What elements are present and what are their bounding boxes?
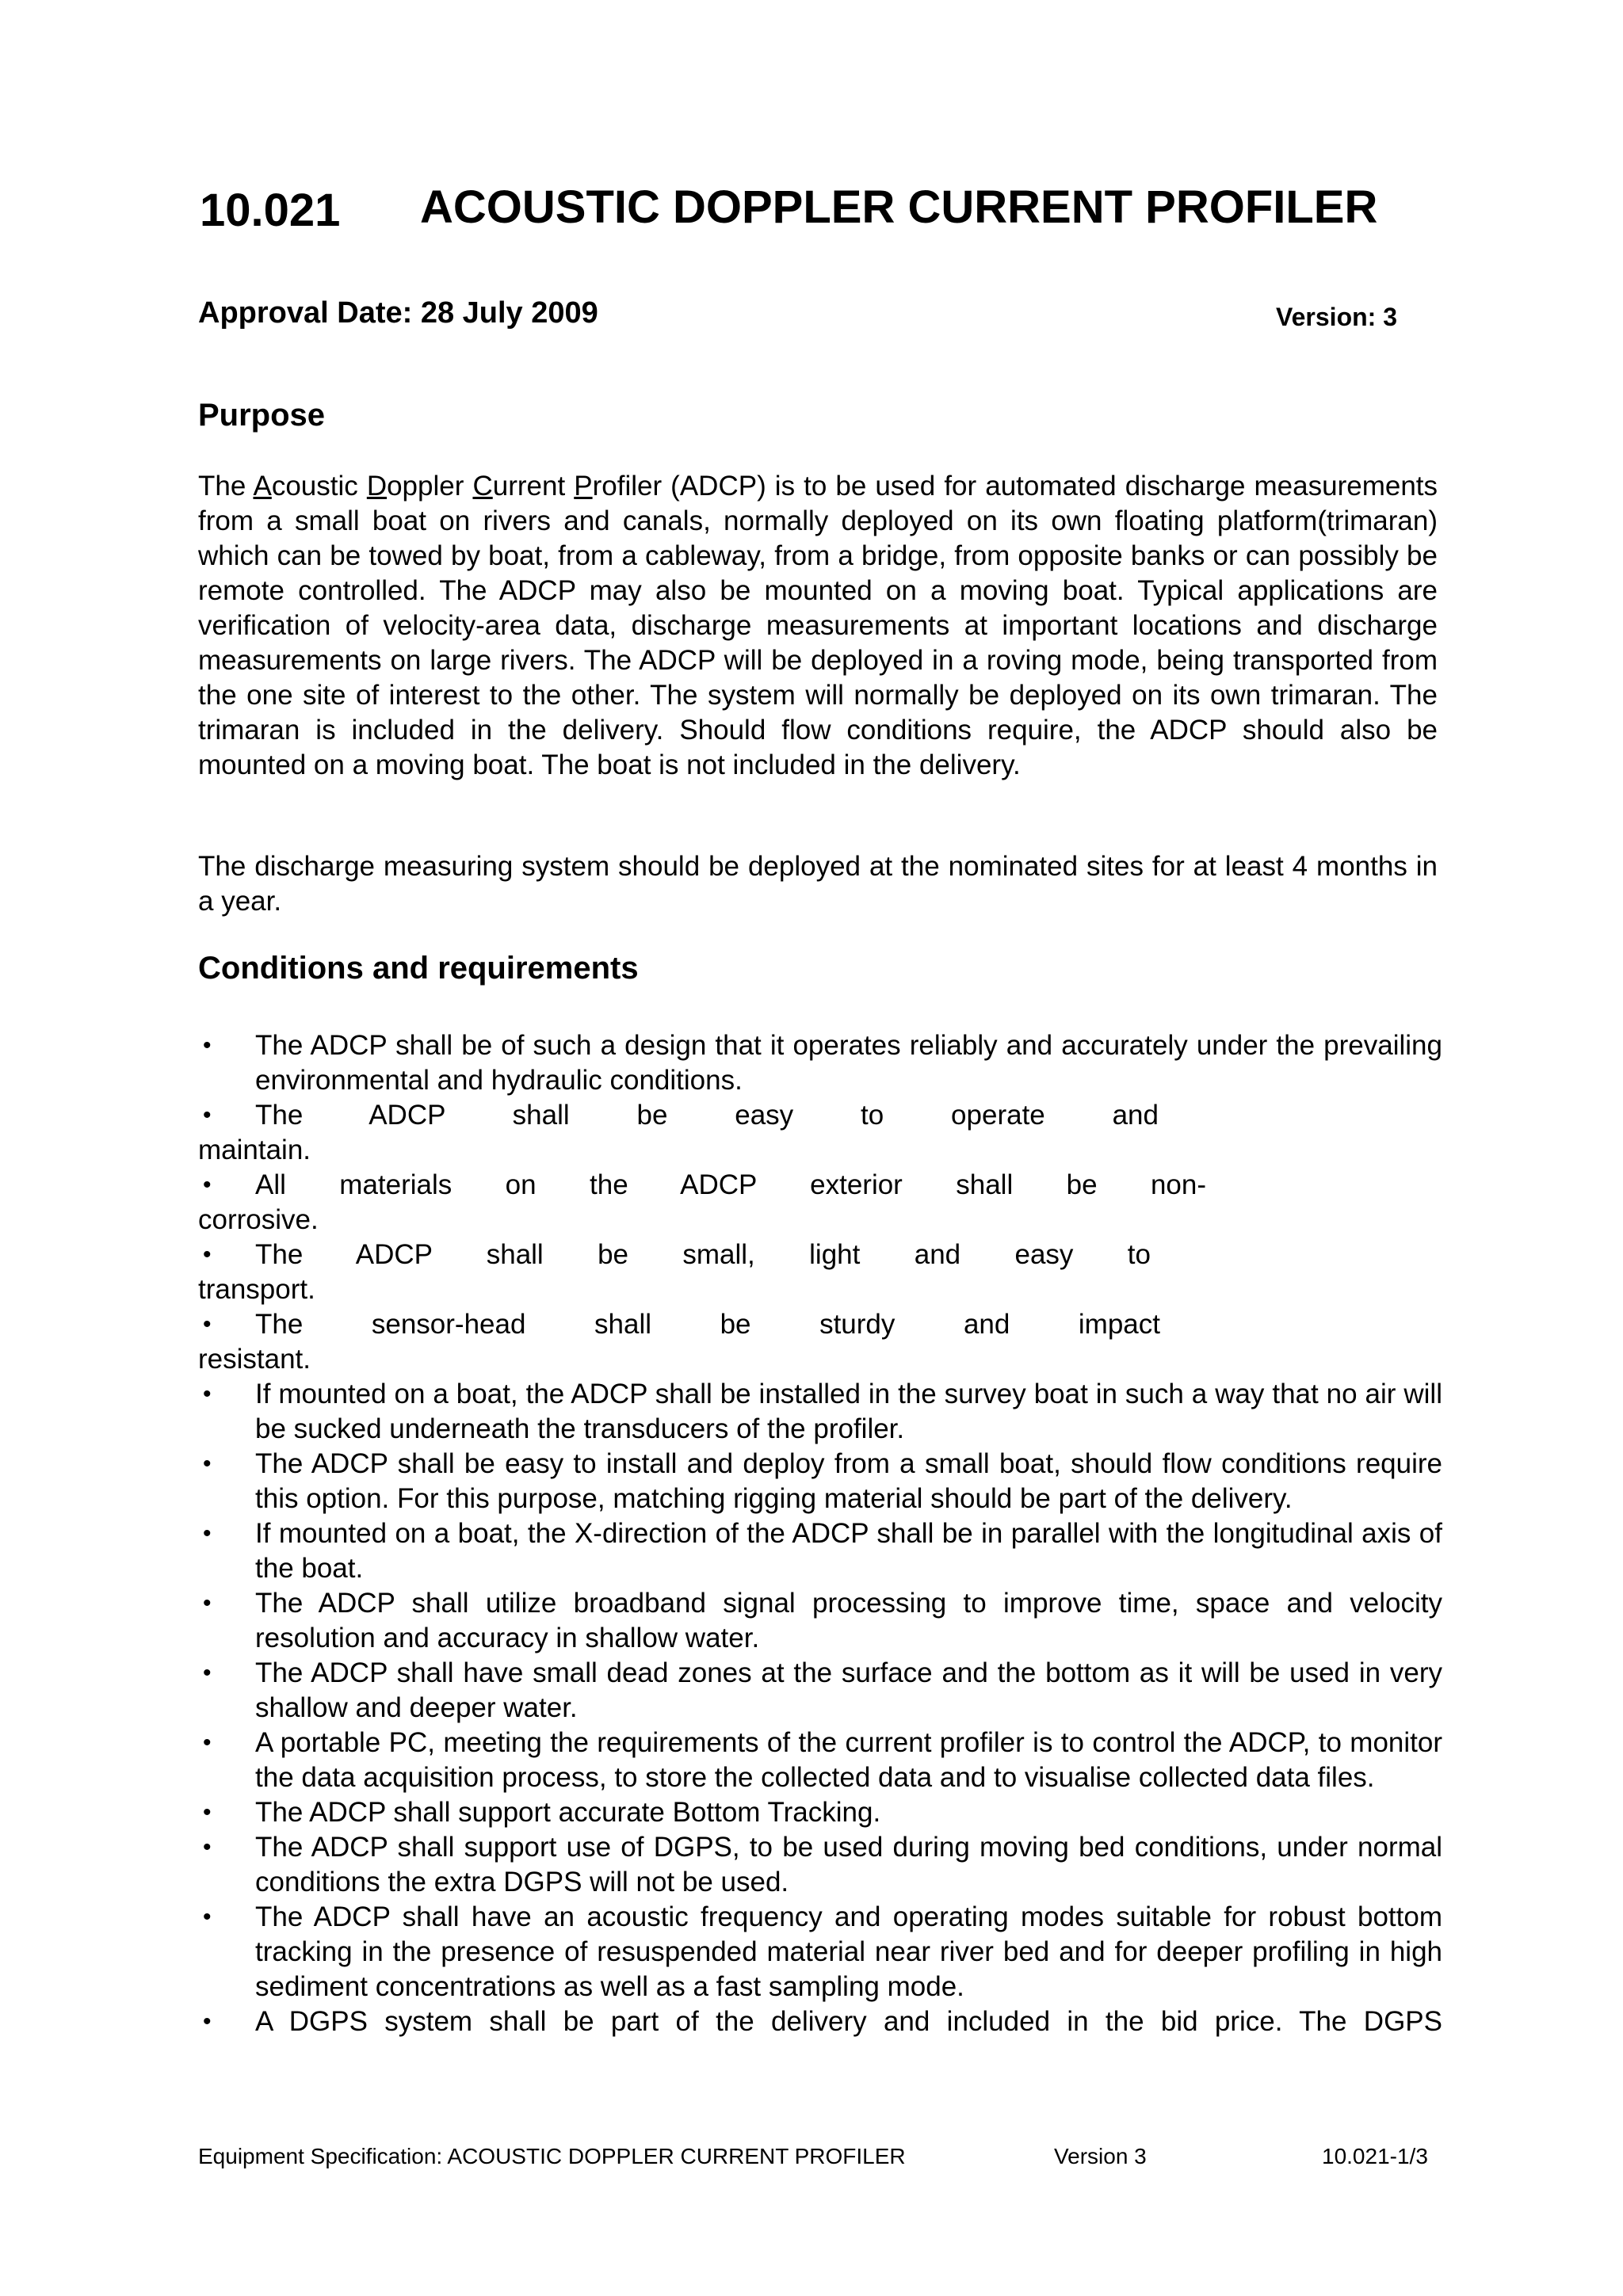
list-item-text-continued: resistant. [198,1344,311,1375]
approval-date: Approval Date: 28 July 2009 [198,296,598,330]
bullet-icon: • [203,2008,212,2035]
list-item-text: The ADCP shall utilize broadband signal processing to improve time, space and velocity resolution and accuracy in shallow water. [255,1588,1442,1653]
list-item-text: The ADCP shall support accurate Bottom Tracking. [255,1797,881,1828]
document-title: ACOUSTIC DOPPLER CURRENT PROFILER [420,181,1378,233]
list-item [198,1830,1442,1900]
bullet-icon: • [203,1590,212,1616]
bullet-icon: • [203,1172,212,1198]
requirements-list [198,1028,1442,2039]
list-item-text-continued: corrosive. [198,1204,319,1235]
list-item-text-continued: transport. [198,1274,315,1305]
bullet-icon: • [203,1904,212,1930]
bullet-icon: • [203,1799,212,1825]
footer-page-number: 10.021-1/3 [1322,2144,1428,2168]
bullet-icon: • [203,1834,212,1860]
bullet-icon: • [203,1311,212,1337]
underlined-letter: D [366,471,388,502]
list-item [198,1377,1442,1447]
purpose-paragraph-1 [198,469,1438,783]
bullet-icon: • [203,1032,212,1058]
purpose-heading: Purpose [198,398,326,433]
underlined-letter: C [472,471,493,502]
list-item [198,1447,1442,1516]
list-item-text: The ADCP shall have an acoustic frequency and operating modes suitable for robust bottom tracking in the presence of resuspended material near river bed and for deeper profiling in high sediment concentrations as well as a fast sampling mode. [255,1901,1442,2002]
bullet-icon: • [203,1241,212,1268]
list-item-text: A DGPS system shall be part of the delivery and included in the bid price. The DGPS [255,2006,1442,2037]
list-item-text: The ADCP shall be of such a design that it operates reliably and accurately under the prevailing environmental and hydraulic conditions. [255,1030,1442,1096]
list-item-text: The sensor-head shall be sturdy and impact [255,1309,1160,1340]
footer-version: Version 3 [1054,2144,1147,2168]
underlined-letter: P [574,471,593,502]
document-number: 10.021 [200,185,341,236]
bullet-icon: • [203,1520,212,1547]
underlined-letter: A [253,471,272,502]
bullet-icon: • [203,1730,212,1756]
list-item [198,1795,1442,1830]
bullet-icon: • [203,1102,212,1128]
list-item-text: If mounted on a boat, the X-direction of the ADCP shall be in parallel with the longitudinal axis of the boat. [255,1518,1442,1584]
text-run: urrent [492,471,575,502]
text-run: The [198,471,254,502]
list-item-text: The ADCP shall support use of DGPS, to be used during moving bed conditions, under normal conditions the extra DGPS will not be used. [255,1832,1442,1897]
list-item [198,1656,1442,1726]
list-item [198,1900,1442,2004]
version-label: Version: 3 [1276,303,1397,331]
list-item [198,1098,1159,1168]
list-item [198,2004,1442,2039]
list-item-text: The ADCP shall be small, light and easy to [255,1239,1151,1270]
purpose-paragraph-2: The discharge measuring system should be deployed at the nominated sites for at least 4 months in a year. [198,851,1438,917]
list-item [198,1726,1442,1795]
list-item-text-continued: maintain. [198,1135,311,1165]
list-item [198,1168,1206,1238]
text-run: oppler [387,471,473,502]
conditions-heading: Conditions and requirements [198,951,639,986]
bullet-icon: • [203,1381,212,1407]
list-item-text: If mounted on a boat, the ADCP shall be installed in the survey boat in such a way that no air will be sucked underneath the transducers of the profiler. [255,1379,1442,1444]
list-item [198,1238,1151,1307]
list-item [198,1307,1160,1377]
bullet-icon: • [203,1451,212,1477]
list-item-text: The ADCP shall be easy to operate and [255,1100,1159,1131]
list-item [198,1028,1442,1098]
text-run: coustic [271,471,367,502]
footer-document-title: Equipment Specification: ACOUSTIC DOPPLER CURRENT PROFILER [198,2144,906,2168]
list-item [198,1586,1442,1656]
list-item-text: The ADCP shall be easy to install and deploy from a small boat, should flow conditions require this option. For this purpose, matching rigging material should be part of the delivery. [255,1448,1442,1514]
text-run: rofiler (ADCP) is to be used for automated discharge measurements from a small boat on rivers and canals, normally deployed on its own floating platform(trimaran) which can be towed by boat, from a cableway, from a bridge, from opposite banks or can possibly be remote controlled. The ADCP may also be mounted on a moving boat. Typical applications are verification of velocity-area data, discharge measurements at important locations and discharge measurements on large rivers. The ADCP will be deployed in a roving mode, being transported from the one site of interest to the other. The system will normally be deployed on its own trimaran. The trimaran is included in the delivery. Should flow conditions require, the ADCP should also be mounted on a moving boat. The boat is not included in the delivery. [198,471,1438,780]
bullet-icon: • [203,1660,212,1686]
list-item-text: The ADCP shall have small dead zones at the surface and the bottom as it will be used in very shallow and deeper water. [255,1657,1442,1723]
list-item-text: A portable PC, meeting the requirements of the current profiler is to control the ADCP, to monitor the data acquisition process, to store the collected data and to visualise collected data files. [255,1727,1442,1793]
list-item [198,1516,1442,1586]
list-item-text: All materials on the ADCP exterior shall be non- [255,1169,1206,1200]
